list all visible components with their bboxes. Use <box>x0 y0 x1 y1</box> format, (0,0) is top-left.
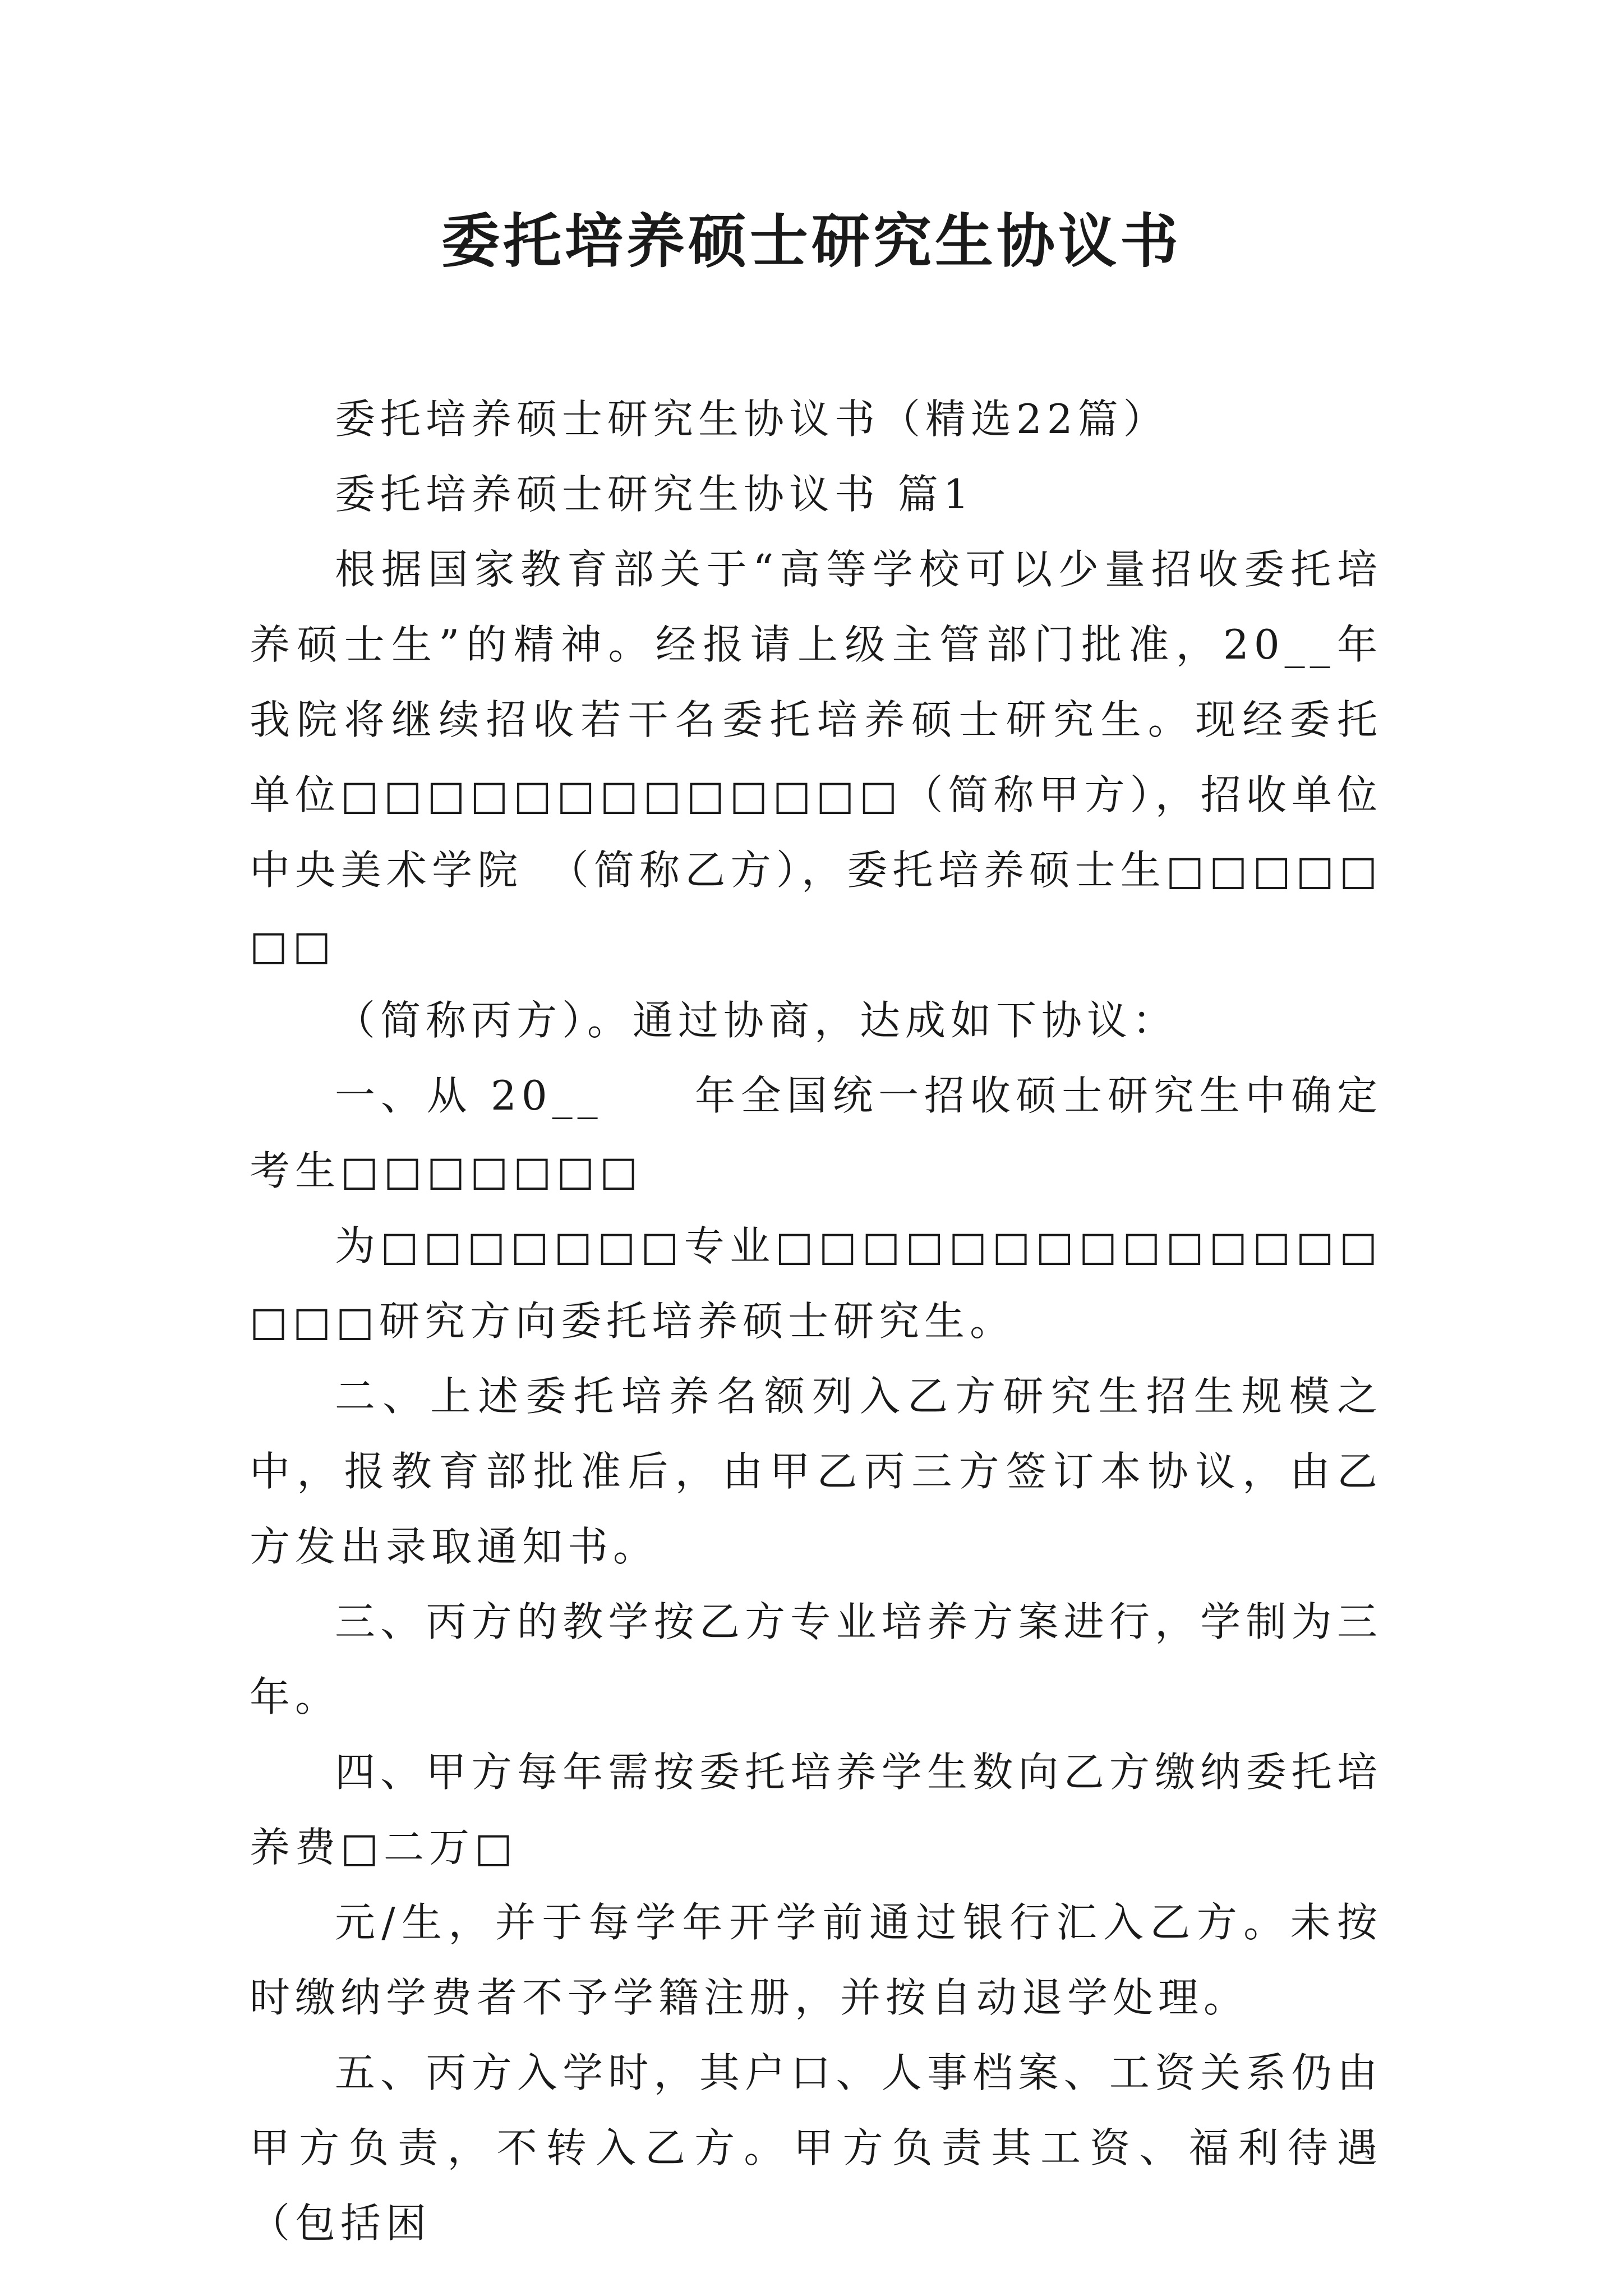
document-title: 委托培养硕士研究生协议书 <box>441 206 1182 275</box>
clause-paragraph: 三、丙方的教学按乙方专业培养方案进行，学制为三年。 <box>250 1598 1382 1720</box>
clause-paragraph: 为□□□□□□□专业□□□□□□□□□□□□□□□□□研究方向委托培养硕士研究生。 <box>250 1222 1382 1345</box>
clause-paragraph: 元/生，并于每学年开学前通过银行汇入乙方。未按时缴纳学费者不予学籍注册，并按自动退学处理。 <box>250 1899 1382 2021</box>
clause-paragraph: 二、上述委托培养名额列入乙方研究生招生规模之中，报教育部批准后，由甲乙丙三方签订本协议，由乙方发出录取通知书。 <box>250 1373 1382 1570</box>
clause-paragraph: 四、甲方每年需按委托培养学生数向乙方缴纳委托培养费□二万□ <box>250 1749 1382 1871</box>
document-body <box>250 381 1474 2261</box>
subtitle-paragraph: 委托培养硕士研究生协议书（精选22篇） <box>335 395 1169 443</box>
section-heading: 委托培养硕士研究生协议书 篇1 <box>335 471 974 518</box>
body-paragraph: 根据国家教育部关于“高等学校可以少量招收委托培养硕士生”的精神。经报请上级主管部门批准，20__年我院将继续招收若干名委托培养硕士研究生。现经委托单位□□□□□□□□□□□□□（简称甲方），招收单位 中央美术学院 （简称乙方），委托培养硕士生□□□□□□□ <box>250 546 1474 969</box>
body-paragraph: （简称丙方）。通过协商，达成如下协议： <box>335 997 1178 1044</box>
clause-paragraph: 五、丙方入学时，其户口、人事档案、工资关系仍由甲方负责，不转入乙方。甲方负责其工资、福利待遇（包括困 <box>250 2049 1382 2247</box>
clause-paragraph: 一、从 20__ 年全国统一招收硕士研究生中确定考生□□□□□□□ <box>250 1072 1382 1194</box>
